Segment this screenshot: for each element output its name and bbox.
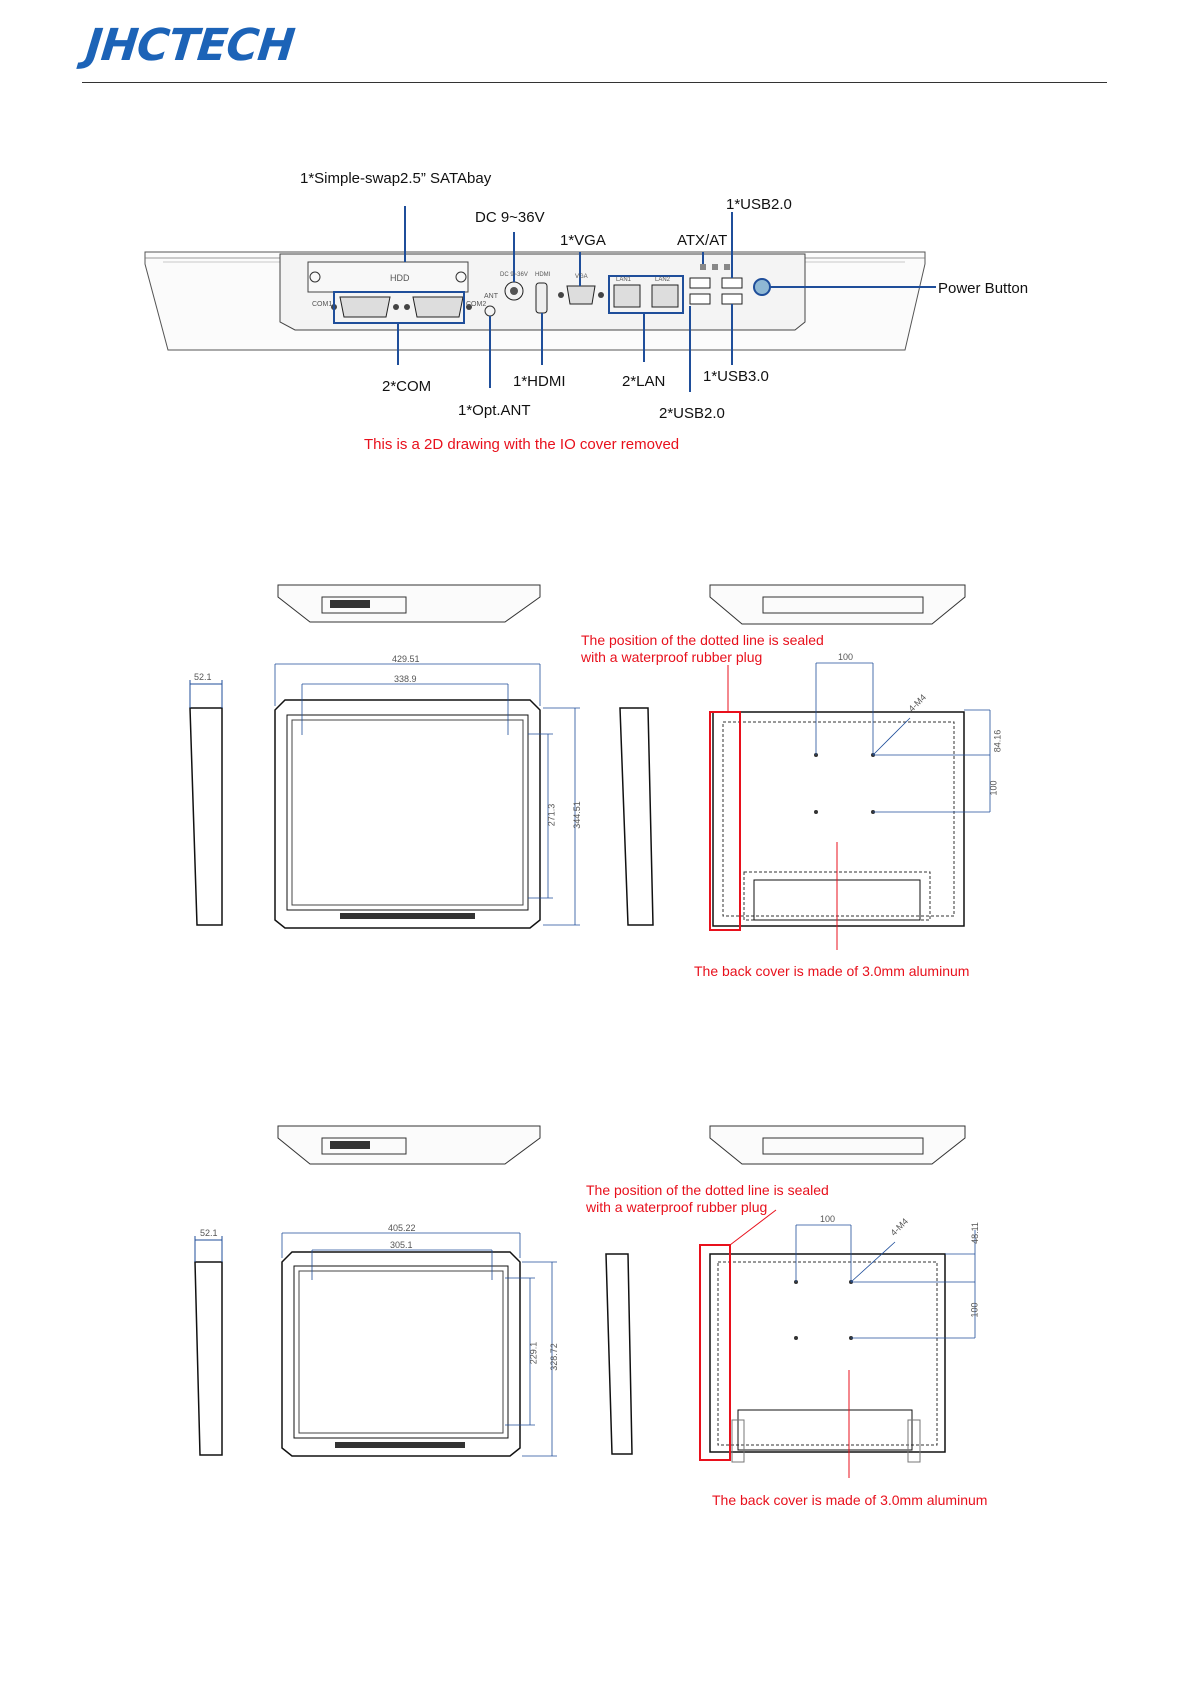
d1-screw: 4-M4 [906, 692, 929, 714]
d1-outer-height: 344.51 [571, 801, 582, 829]
silk-hdmi: HDMI [535, 272, 551, 278]
d1-seal-note-2: with a waterproof rubber plug [581, 649, 763, 665]
label-sata-bay: 1*Simple-swap2.5” SATAbay [300, 170, 492, 187]
d2-seal-note-2: with a waterproof rubber plug [586, 1199, 768, 1215]
label-dc-input: DC 9~36V [475, 209, 545, 226]
silk-vga: VGA [575, 274, 588, 280]
silk-com1: COM1 [312, 301, 333, 308]
silk-com2: COM2 [466, 301, 487, 308]
d1-inner-height: 271.3 [546, 803, 557, 827]
d2-outer-width: 405.22 [388, 1223, 416, 1233]
d2-inner-width: 305.1 [390, 1240, 413, 1250]
label-hdmi: 1*HDMI [513, 373, 566, 390]
d1-cover-note: The back cover is made of 3.0mm aluminum [694, 963, 970, 979]
label-antenna: 1*Opt.ANT [458, 402, 531, 419]
company-logo: JHCTECH [83, 20, 297, 71]
d2-screw: 4-M4 [888, 1216, 911, 1238]
label-usb20-top: 1*USB2.0 [726, 196, 792, 213]
label-lan: 2*LAN [622, 373, 666, 390]
d2-vesa-y: 100 [969, 1302, 980, 1318]
d1-depth: 52.1 [194, 672, 212, 682]
silk-dc: DC 9~36V [500, 272, 528, 278]
label-usb30: 1*USB3.0 [703, 368, 769, 385]
d1-offset: 84.16 [992, 729, 1003, 753]
silk-lan2: LAN2 [655, 277, 671, 283]
d2-vesa-x: 100 [820, 1214, 836, 1224]
label-vga: 1*VGA [560, 232, 606, 249]
d2-depth: 52.1 [200, 1228, 218, 1238]
silk-hdd: HDD [390, 273, 410, 283]
io-cover-note: This is a 2D drawing with the IO cover removed [364, 436, 680, 453]
d1-vesa-y: 100 [988, 780, 999, 796]
d2-inner-height: 229.1 [528, 1341, 539, 1365]
d2-outer-height: 328.72 [548, 1343, 559, 1371]
silk-ant: ANT [484, 293, 498, 300]
d2-seal-note-1: The position of the dotted line is sealed [586, 1182, 829, 1198]
d1-seal-note-1: The position of the dotted line is sealed [581, 632, 824, 648]
label-usb20-bottom: 2*USB2.0 [659, 405, 725, 422]
d1-outer-width: 429.51 [392, 654, 420, 664]
d1-inner-width: 338.9 [394, 674, 417, 684]
d1-vesa-x: 100 [838, 652, 854, 662]
label-com: 2*COM [382, 378, 432, 395]
d2-offset: 48.11 [969, 1222, 980, 1244]
d2-cover-note: The back cover is made of 3.0mm aluminum [712, 1492, 988, 1508]
label-atx-at: ATX/AT [677, 232, 728, 249]
silk-lan1: LAN1 [616, 277, 632, 283]
label-power-button: Power Button [938, 280, 1029, 297]
